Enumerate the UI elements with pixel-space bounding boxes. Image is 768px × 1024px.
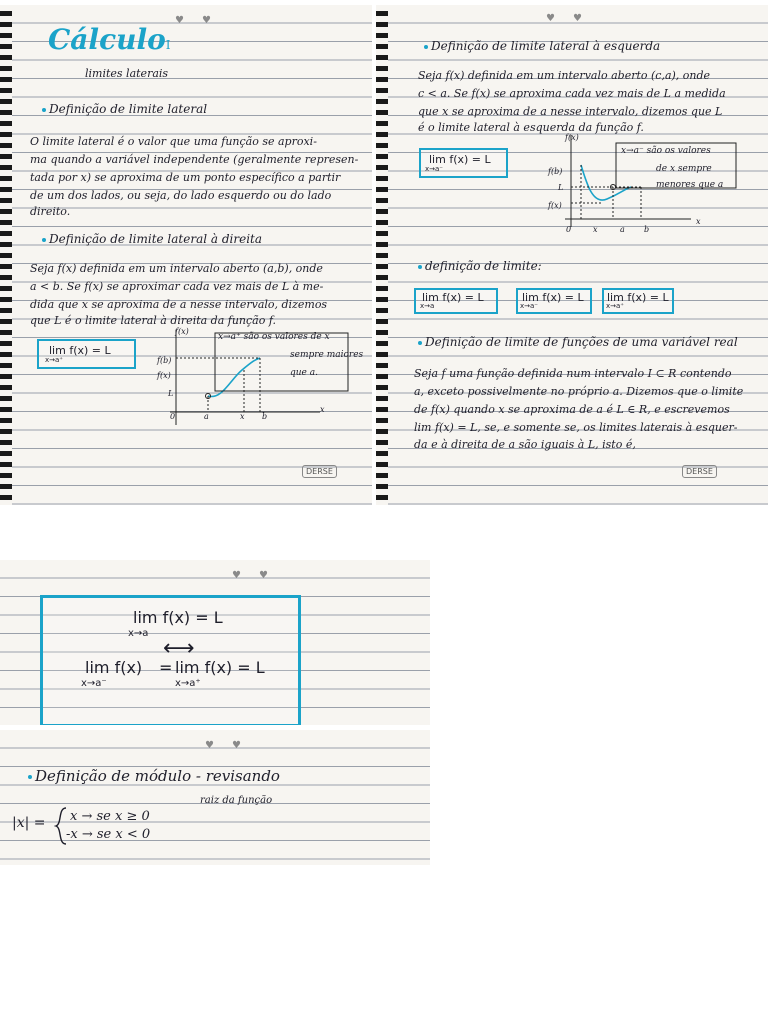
page-subtitle: limites laterais: [85, 67, 169, 80]
limit-box-right: lim f(x) = L x→a⁺: [602, 288, 674, 314]
axis-label-x: x: [240, 412, 245, 421]
axis-label-x: x: [593, 225, 598, 234]
heading-real-variable: Definição de limite de funções de uma variável real: [418, 333, 738, 351]
heading-left-limit: Definição de limite lateral à esquerda: [424, 37, 660, 55]
heart-icons: ♥♥: [205, 740, 259, 751]
axis-label-zero: 0: [566, 225, 572, 234]
brand-logo: DERSE: [302, 465, 337, 478]
formula-box-main: lim f(x) = L x→a ⟷ lim f(x) x→a⁻ = lim f(x) = L x→a⁺: [40, 595, 301, 725]
bullet-icon: [28, 775, 32, 779]
bullet-icon: [42, 108, 46, 112]
axis-label-fb: f(b): [157, 356, 172, 365]
axis-label-b: b: [262, 412, 268, 421]
heart-icons: ♥♥: [232, 570, 286, 581]
axis-label-zero: 0: [170, 412, 176, 421]
axis-label-fx: f(x): [565, 133, 579, 142]
notebook-page-2: ♥♥ Definição de limite lateral à esquerda Seja f(x) definida em um intervalo aberto (c,a), onde c < a. Se f(x) se aproxima cada vez mais de L a medida que x se aproxima de a nesse intervalo, dizemos que L é o limite lateral à esquerda da função f. lim f(x) = L x→a⁻ f(x) f(b) L f(x) 0 x a b x x→a⁻ são os valores de x sempre menores que a definição de limite: lim f(x) = L x→a lim f(x) = L x→a⁻ lim f(x) = L x→a⁺ Definição de limite de funções de uma variável real Seja f uma função definida num intervalo I ⊂ R contendo a, exceto possivelmente no próprio a. Dizemos que o limite de f(x) quando x se aproxima de a é L ∈ R, e escrevemos lim f(x) = L, se, e somente se, os limites laterais à esquer- da e à direita de a são iguais à L, isto é, DERSE: [376, 5, 768, 505]
notebook-page-1: ♥♥ CálculoI limites laterais Definição de limite lateral O limite lateral é o valor que uma função se aproxi- ma quando a variável independente (geralmente represen- tada por x) se aproxima de um ponto específico a partir de um dos lados, ou seja, do lado esquerdo ou do lado direito. Definição de limite lateral à direita Seja f(x) definida em um intervalo aberto (a,b), onde a < b. Se f(x) se aproximar cada vez mais de L à me- dida que x se aproxima de a nesse intervalo, dizemos que L é o limite lateral à direita da função f. lim f(x) = L x→a⁺ f(x) f(b) f(x) L 0 a x b x x→a⁺ são os valores de x sempre maiores que a. DERSE: [0, 5, 372, 505]
bullet-icon: [424, 45, 428, 49]
axis-label-L: L: [558, 183, 564, 192]
page-title: CálculoI: [48, 23, 171, 56]
bullet-icon: [42, 238, 46, 242]
equivalence-arrow: ⟷: [163, 636, 195, 661]
graph-right-limit: [160, 330, 360, 430]
axis-label-L: L: [168, 389, 174, 398]
bullet-icon: [418, 341, 422, 345]
spiral-binding: [376, 5, 388, 505]
axis-label-xaxis: x: [320, 405, 325, 414]
axis-label-fxv: f(x): [157, 371, 171, 380]
axis-label-b: b: [644, 225, 650, 234]
axis-label-fxv: f(x): [548, 201, 562, 210]
heading-modulus: Definição de módulo - revisando: [28, 766, 280, 786]
limit-box-left: lim f(x) = L x→a⁻: [516, 288, 592, 314]
spiral-binding: [0, 5, 12, 505]
limit-box-two-sided: lim f(x) = L x→a: [414, 288, 498, 314]
heart-icons: ♥♥: [546, 13, 600, 24]
brand-logo: DERSE: [682, 465, 717, 478]
axis-label-a: a: [204, 412, 209, 421]
axis-label-fb: f(b): [548, 167, 563, 176]
axis-label-fx: f(x): [175, 327, 189, 336]
notebook-panel-formula: [0, 560, 430, 725]
axis-label-xaxis: x: [696, 217, 701, 226]
notebook-panel-modulus: [0, 730, 430, 865]
formula-box-right: lim f(x) = L x→a⁺: [37, 339, 136, 369]
bullet-icon: [418, 265, 422, 269]
modulus-case-positive: x → se x ≥ 0: [70, 809, 150, 824]
heading-right-limit: Definição de limite lateral à direita: [42, 230, 262, 248]
heart-icons: ♥♥: [175, 15, 229, 26]
root-note: raiz da função: [200, 795, 273, 806]
modulus-lhs: |x| =: [12, 815, 46, 831]
modulus-case-negative: -x → se x < 0: [66, 827, 151, 842]
heading-limit-definition: definição de limite:: [418, 257, 542, 275]
heading-lateral-limit: Definição de limite lateral: [42, 100, 207, 118]
formula-box-left: lim f(x) = L x→a⁻: [419, 148, 508, 178]
axis-label-a: a: [620, 225, 625, 234]
